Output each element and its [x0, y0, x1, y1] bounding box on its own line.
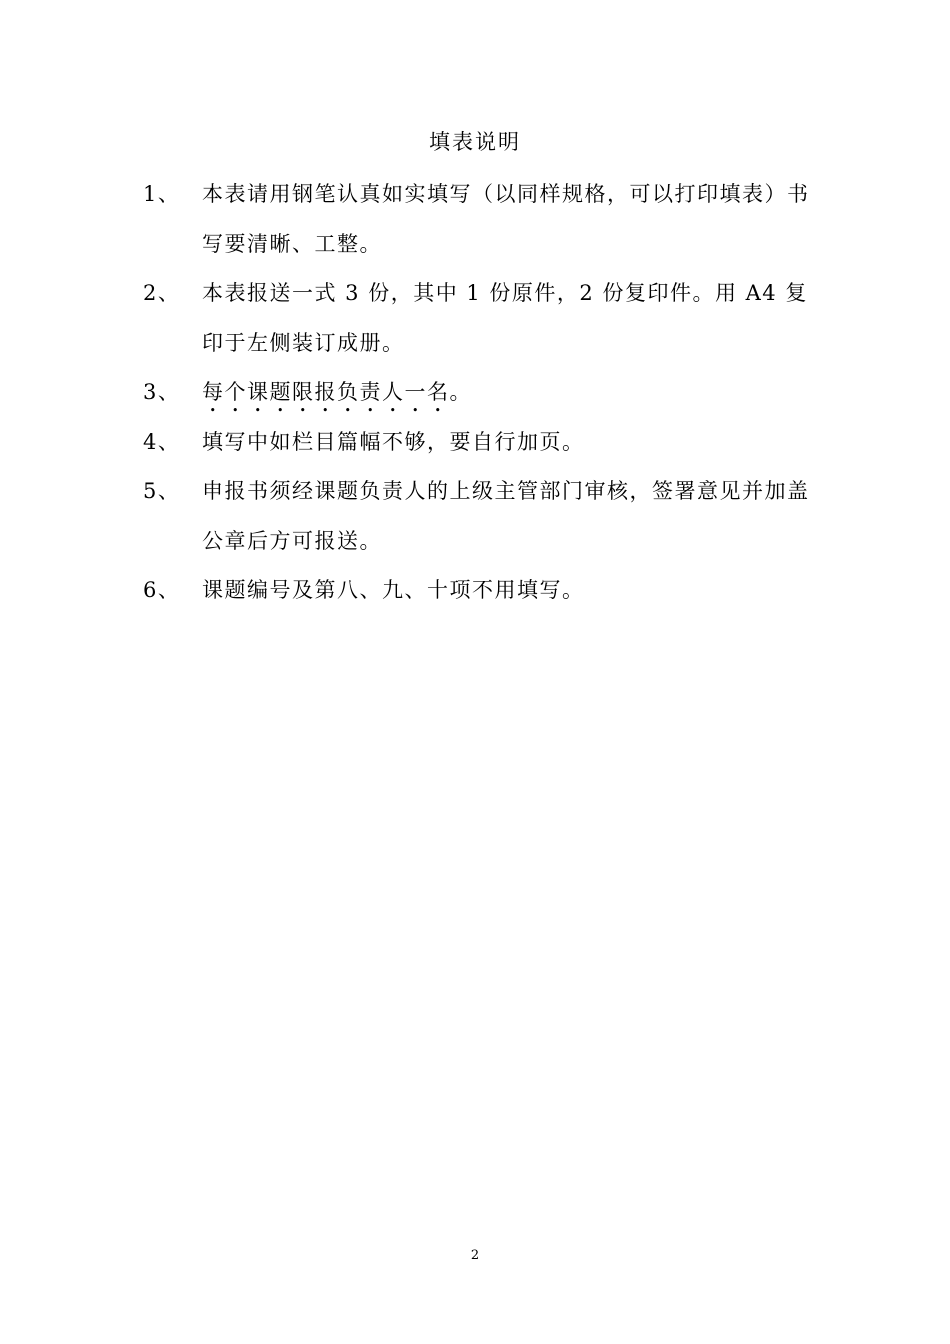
item-number: 3、: [143, 380, 181, 404]
item-text-tail: 。: [449, 380, 472, 404]
item-number: 5、: [143, 479, 181, 503]
instruction-item-6: [143, 566, 813, 616]
item-text: 课题编号及第八、九、十项不用填写。: [202, 578, 585, 602]
page-title: 填表说明: [429, 130, 521, 154]
instruction-item-3: [143, 368, 813, 418]
item-text: 本表报送一式 3 份，其中 1 份原件，2 份复印件。用 A4 复印于左侧装订成册。: [202, 281, 808, 355]
instruction-item-1: [143, 170, 813, 269]
page-number: 2: [470, 1248, 480, 1263]
item-number: 2、: [143, 281, 181, 305]
item-text: [202, 368, 813, 418]
item-text: 填写中如栏目篇幅不够，要自行加页。: [202, 429, 585, 454]
instruction-item-5: [143, 467, 813, 566]
emphasized-text: 每个课题限报负责人一名: [202, 380, 450, 404]
instruction-item-2: [143, 269, 813, 368]
instruction-item-4: [143, 418, 813, 468]
item-number: 1、: [143, 182, 181, 206]
item-text: 本表请用钢笔认真如实填写（以同样规格，可以打印填表）书写要清晰、工整。: [202, 182, 810, 256]
item-number: 6、: [143, 578, 181, 602]
item-number: 4、: [143, 429, 181, 454]
instructions-list: [143, 170, 813, 616]
item-text: 申报书须经课题负责人的上级主管部门审核，签署意见并加盖公章后方可报送。: [202, 479, 810, 553]
